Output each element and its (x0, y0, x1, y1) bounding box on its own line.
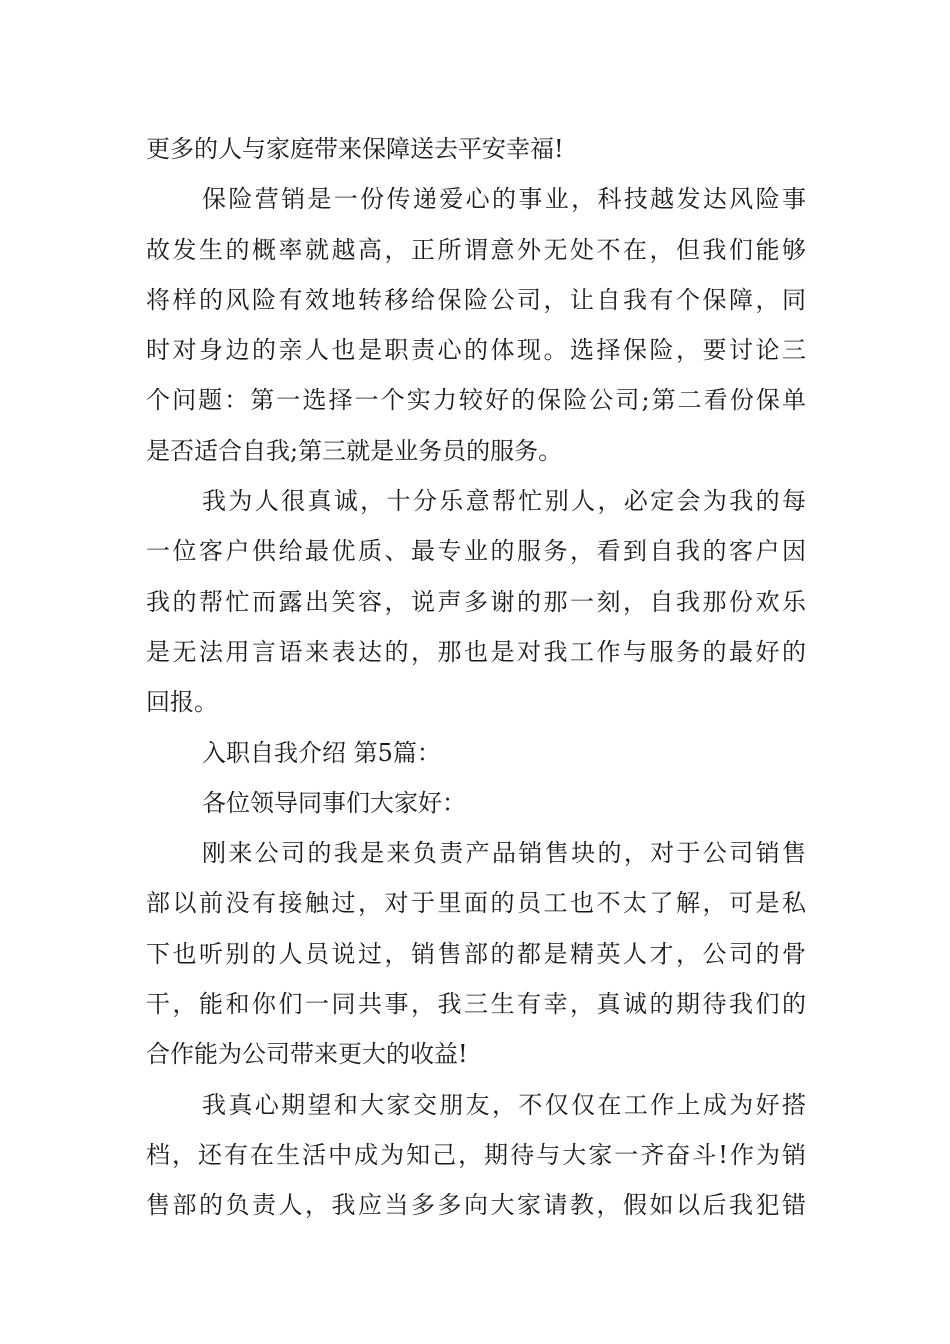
text-line: 干，能和你们一同共事，我三生有幸，真诚的期待我们的 (146, 990, 806, 1019)
text-line: 我真心期望和大家交朋友，不仅仅在工作上成为好搭 (202, 1090, 806, 1119)
text-line: 保险营销是一份传递爱心的事业，科技越发达风险事 (202, 185, 806, 214)
text-line: 将样的风险有效地转移给保险公司，让自我有个保障，同 (146, 285, 806, 314)
text-line: 是无法用言语来表达的，那也是对我工作与服务的最好的 (146, 637, 806, 666)
text-line: 是否适合自我;第三就是业务员的服务。 (146, 436, 563, 465)
text-line: 更多的人与家庭带来保障送去平安幸福! (146, 135, 564, 163)
section-heading: 入职自我介绍 第5篇： (202, 738, 441, 767)
greeting-line: 各位领导同事们大家好： (202, 788, 466, 817)
document-body (146, 124, 806, 1231)
text-line: 个问题：第一选择一个实力较好的保险公司;第二看份保单 (146, 386, 806, 415)
text-line: 档，还有在生活中成为知己，期待与大家一齐奋斗!作为销 (146, 1140, 806, 1169)
text-line: 时对身边的亲人也是职责心的体现。选择保险，要讨论三 (146, 336, 806, 365)
text-line: 售部的负责人，我应当多多向大家请教，假如以后我犯错 (146, 1191, 806, 1220)
text-line: 回报。 (146, 688, 218, 717)
text-line: 我为人很真诚，十分乐意帮忙别人，必定会为我的每 (202, 487, 806, 516)
text-line: 我的帮忙而露出笑容，说声多谢的那一刻，自我那份欢乐 (146, 587, 806, 616)
text-line: 部以前没有接触过，对于里面的员工也不太了解，可是私 (146, 889, 806, 918)
text-line: 合作能为公司带来更大的收益! (146, 1040, 468, 1069)
text-line: 刚来公司的我是来负责产品销售块的，对于公司销售 (202, 839, 806, 868)
text-line: 一位客户供给最优质、最专业的服务，看到自我的客户因 (146, 537, 806, 566)
text-line: 故发生的概率就越高，正所谓意外无处不在，但我们能够 (146, 235, 806, 264)
text-line: 下也听别的人员说过，销售部的都是精英人才，公司的骨 (146, 939, 806, 968)
